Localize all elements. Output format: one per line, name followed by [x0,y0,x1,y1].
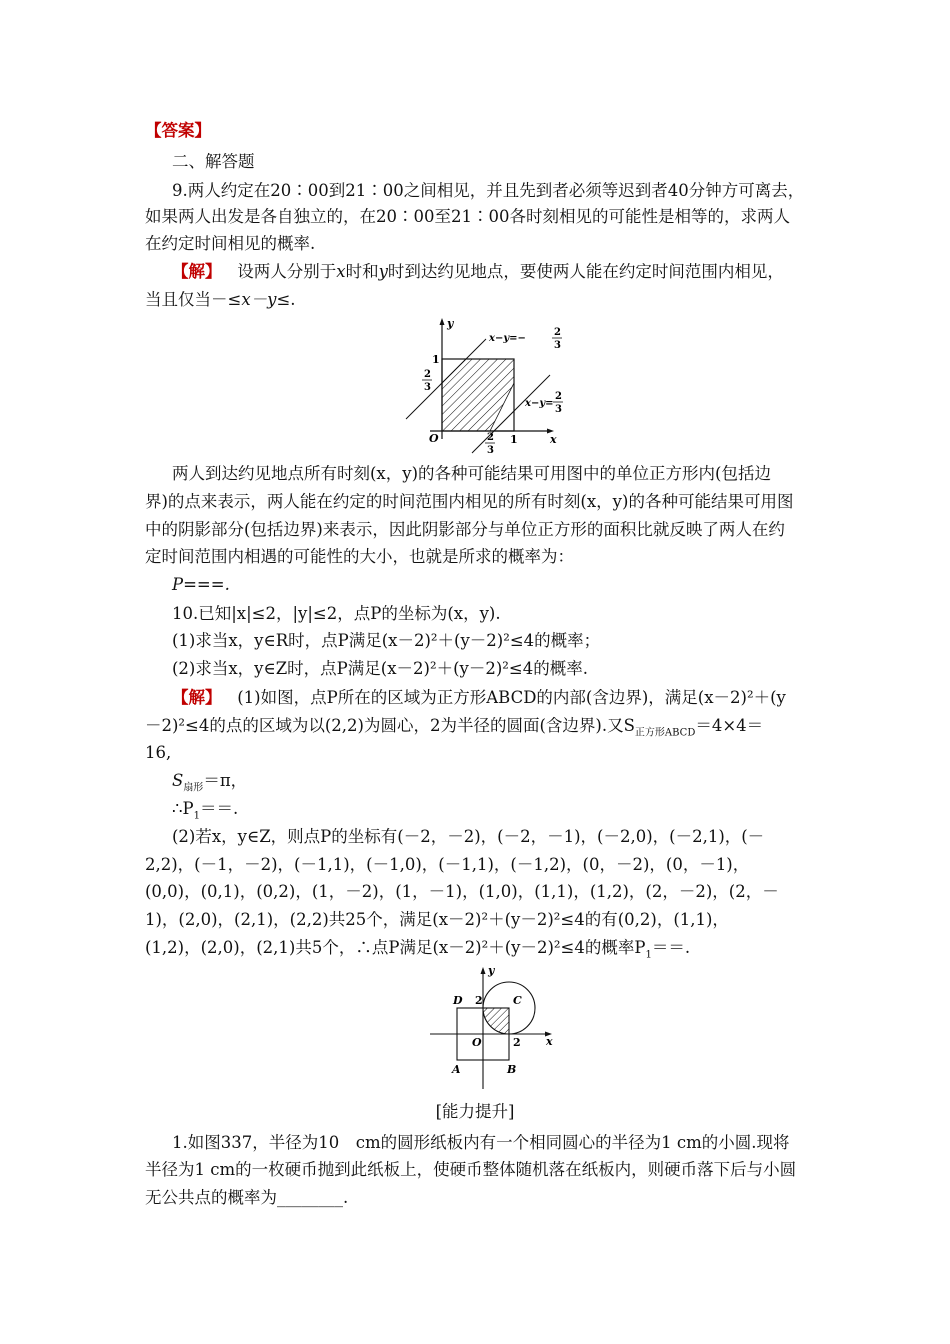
section-title: 二、解答题 [172,152,255,171]
sol10-sub: 1 [645,949,652,961]
line-bottom-frac-den: 3 [555,404,562,415]
solution-tag: 【解】 [172,688,222,707]
q9-line-3: 在约定时间相见的概率. [145,234,316,253]
sol10-line-5 [172,799,239,822]
sol10-line-1 [172,688,786,708]
var-y: y [378,262,388,281]
q10-line-1: 10.已知|x|≤2，|y|≤2，点P的坐标为(x，y). [172,604,501,623]
y-frac-num: 2 [424,369,431,380]
y-axis-label: y [488,964,495,977]
vertex-c-label: C [513,994,522,1007]
origin-label: O [472,1036,482,1049]
sol10-text: －2)²≤4的点的区域为以(2,2)为圆心，2为半径的圆面(含边界).又S [145,716,635,735]
sol9-para-3: 中的阴影部分(包括边界)来表示，因此阴影部分与单位正方形的面积比就反映了两人在约 [145,520,785,539]
sol10-line-10 [145,938,691,961]
sol10-text: (1)如图，点P所在的区域为正方形ABCD的内部(含边界)，满足(x－2)²＋(y [237,688,786,707]
sol10-text: ＝4×4＝ [695,716,764,735]
line-top-frac-den: 3 [554,340,561,351]
sol10-text: (1,2)，(2,0)，(2,1)共5个，∴点P满足(x－2)²＋(y－2)²≤4的概率P [145,938,646,957]
figure-unit-square [400,312,570,460]
sol10-line-3: 16, [145,743,172,762]
sol10-text: ∴P [172,799,194,818]
q10-line-3: (2)求当x，y∈Z时，点P满足(x－2)²＋(y－2)²≤4的概率. [172,659,588,678]
x-axis-label: x [550,433,557,446]
ability-q1-line-1: 1.如图337，半径为10 cm的圆形纸板内有一个相同圆心的半径为1 cm的小圆.现将 [172,1133,790,1152]
y-one-label: 1 [432,353,440,366]
ability-heading: [能力提升] [435,1102,515,1121]
sol10-line-6: (2)若x，y∈Z，则点P的坐标有(－2，－2)，(－2，－1)，(－2,0)，(－2,1)，(－ [172,827,765,846]
y-two-label: 2 [475,994,483,1007]
solution-tag: 【解】 [172,262,222,281]
sol10-line-7: 2,2)，(－1，－2)，(－1,1)，(－1,0)，(－1,1)，(－1,2)，(0，－2)，(0，－1)， [145,855,750,874]
sol10-line-4 [172,771,248,794]
sol10-sub: 1 [193,810,200,822]
y-frac-den: 3 [424,382,431,393]
x-axis-label: x [546,1035,553,1048]
ability-q1-line-3: 无公共点的概率为________. [145,1188,349,1207]
line-bottom-frac-num: 2 [555,391,562,402]
sol9-probability: P===. [172,575,230,594]
vertex-a-label: A [452,1063,461,1076]
sol10-text: ＝π， [203,771,248,790]
sol10-sub: 正方形ABCD [634,727,696,739]
sol10-text: ＝＝. [651,938,691,957]
sol10-text: S [172,771,184,790]
sol9-para-1: 两人到达约见地点所有时刻(x，y)的各种可能结果可用图中的单位正方形内(包括边 [172,464,771,483]
line-bottom-label: x−y= [525,398,554,409]
sol10-sub: 扇形 [183,782,204,794]
sol9-text: 设两人分别于 [237,262,337,281]
vertex-b-label: B [507,1063,517,1076]
sol9-para-2: 界)的点来表示，两人能在约定的时间范围内相见的所有时刻(x，y)的各种可能结果可用图 [145,492,794,511]
vertex-d-label: D [453,994,463,1007]
origin-label: O [429,432,439,445]
x-two-label: 2 [513,1036,521,1049]
figure-square-circle [420,962,560,1092]
line-top-frac-num: 2 [554,327,561,338]
sol9-text: 当且仅当－≤ [145,290,242,309]
q10-line-2: (1)求当x，y∈R时，点P满足(x－2)²＋(y－2)²≤4的概率； [172,631,601,650]
q9-line-2: 如果两人出发是各自独立的，在20∶00至21∶00各时刻相见的可能性是相等的，求两人 [145,207,790,226]
sol10-text: ＝＝. [199,799,239,818]
sol9-text: ≤. [276,290,296,309]
x-frac-num: 2 [487,432,494,443]
sol9-line-2 [145,290,296,310]
sol9-text: 时和 [345,262,379,281]
q9-line-1: 9.两人约定在20∶00到21∶00之间相见，并且先到者必须等迟到者40分钟方可离去， [172,181,805,200]
y-axis-label: y [447,317,454,330]
sol10-line-9: 1)，(2,0)，(2,1)，(2,2)共25个，满足(x－2)²＋(y－2)²≤4的有(0,2)，(1,1)， [145,910,729,929]
sol10-line-8: (0,0)，(0,1)，(0,2)，(1，－2)，(1，－1)，(1,0)，(1,1)，(1,2)，(2，－2)，(2，－ [145,882,779,901]
x-one-label: 1 [510,433,518,446]
sol9-para-4: 定时间范围内相遇的可能性的大小，也就是所求的概率为： [145,547,574,566]
var-x: x [336,262,346,281]
sol9-text: 时到达约见地点，要使两人能在约定时间范围内相见， [387,262,784,281]
x-frac-den: 3 [487,445,494,456]
answer-tag: 【答案】 [145,121,211,140]
sol9-expr: x－y [241,290,277,309]
line-top-label: x−y=− [489,333,526,344]
sol10-line-2 [145,716,764,739]
sol9-line-1 [172,262,784,282]
ability-q1-line-2: 半径为1 cm的一枚硬币抛到此纸板上，使硬币整体随机落在纸板内，则硬币落下后与小圆 [145,1160,797,1179]
